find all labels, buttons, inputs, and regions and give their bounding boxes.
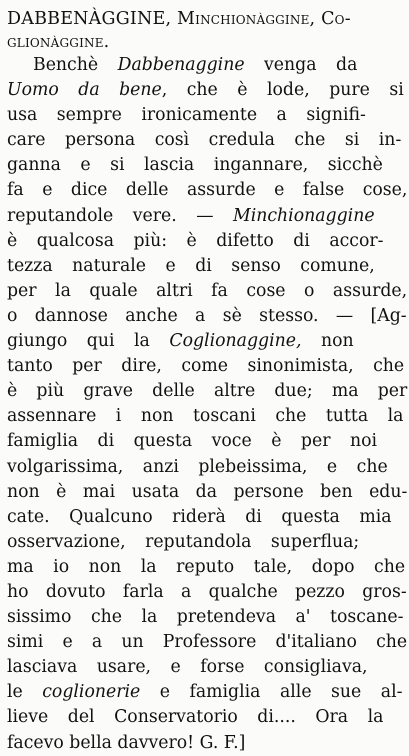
- text-segment: per la quale altri fa cose o assurde,: [7, 280, 408, 301]
- italic-term: Minchionaggine: [233, 205, 375, 226]
- italic-term: Dabbenaggine: [117, 55, 245, 75]
- headword-variant-2-part-1: Co-: [321, 9, 351, 29]
- headword-variant-2-part-2: glionàggine: [7, 32, 104, 52]
- heading-line-2: [7, 31, 407, 54]
- text-segment: non è mai usata da persone ben edu-: [7, 481, 408, 502]
- body-line: [7, 78, 407, 103]
- body-line: [7, 731, 407, 756]
- entry-heading: [7, 8, 407, 54]
- body-line: [7, 379, 407, 404]
- body-line: [7, 178, 407, 203]
- body-line: [7, 505, 407, 530]
- text-segment: Benchè: [33, 55, 118, 75]
- body-line: [7, 254, 407, 279]
- body-line: [7, 329, 407, 354]
- text-segment: giungo qui la: [7, 331, 170, 352]
- body-line: [7, 605, 407, 630]
- body-line: [7, 304, 407, 329]
- text-segment: usa sempre ironicamente a signifi-: [7, 105, 366, 126]
- body-line: [7, 153, 407, 178]
- headword-variant-1: Minchionàggine: [177, 9, 310, 29]
- body-line: [7, 655, 407, 680]
- text-segment: ma io non la reputo tale, dopo che: [7, 556, 406, 577]
- body-line: [7, 455, 407, 480]
- body-line: [7, 404, 407, 429]
- text-segment: simi e a un Professore d'italiano che: [7, 632, 408, 653]
- body-line: [7, 354, 407, 379]
- text-segment: fa e dice delle assurde e false cose,: [7, 180, 408, 201]
- body-line: [7, 480, 407, 505]
- body-line: [7, 530, 407, 555]
- text-segment: ho dovuto farla a qualche pezzo gros-: [7, 581, 407, 602]
- entry-body: [7, 53, 407, 756]
- body-line: [7, 103, 407, 128]
- text-segment: assennare i non toscani che tutta la: [7, 406, 404, 427]
- italic-term: coglionerie: [42, 682, 141, 703]
- text-segment: lasciava usare, e forse consigliava,: [7, 657, 368, 678]
- headword: DABBENÀGGINE,: [7, 9, 172, 29]
- text-segment: tezza naturale e di senso comune,: [7, 255, 375, 276]
- text-segment: , che è lode, pure si: [161, 80, 404, 101]
- text-segment: volgarissima, anzi plebeissima, e che: [7, 456, 388, 477]
- body-line: [7, 630, 407, 655]
- text-segment: ganna e si lascia ingannare, sicchè: [7, 155, 383, 176]
- text-segment: le: [7, 682, 43, 703]
- text-segment: o dannose anche a sè stesso. — [Ag-: [7, 305, 407, 326]
- text-segment: è più grave delle altre due; ma per: [7, 381, 408, 402]
- text-segment: famiglia di questa voce è per noi: [7, 431, 378, 452]
- text-segment: care persona così credula che si in-: [7, 130, 402, 151]
- text-segment: cate. Qualcuno riderà di questa mia: [7, 506, 392, 527]
- body-line: [7, 429, 407, 454]
- body-line: [7, 128, 407, 153]
- heading-separator: ,: [309, 9, 322, 29]
- text-segment: non: [301, 331, 354, 352]
- text-segment: tanto per dire, come sinonimista, che: [7, 356, 405, 377]
- italic-term: Uomo da bene: [7, 80, 162, 101]
- text-segment: venga da: [244, 55, 358, 75]
- body-line: [7, 204, 407, 229]
- heading-end: .: [103, 32, 110, 52]
- heading-line-1: [7, 8, 407, 31]
- body-line: [7, 680, 407, 705]
- text-segment: è qualcosa più: è difetto di accor-: [7, 230, 384, 251]
- text-segment: lieve del Conservatorio di.... Ora la: [7, 707, 384, 728]
- text-segment: sissimo che la pretendeva a' toscane-: [7, 607, 404, 628]
- body-line: [7, 705, 407, 730]
- body-line: [7, 555, 407, 580]
- body-line: [7, 53, 407, 78]
- body-line: [7, 279, 407, 304]
- text-segment: e famiglia alle sue al-: [140, 682, 403, 703]
- text-segment: reputandole vere. —: [7, 205, 234, 226]
- italic-term: Coglionaggine,: [169, 331, 302, 352]
- body-line: [7, 580, 407, 605]
- body-line: [7, 229, 407, 254]
- text-segment: osservazione, reputandola superflua;: [7, 531, 360, 552]
- text-segment: facevo bella davvero! G. F.]: [7, 732, 246, 753]
